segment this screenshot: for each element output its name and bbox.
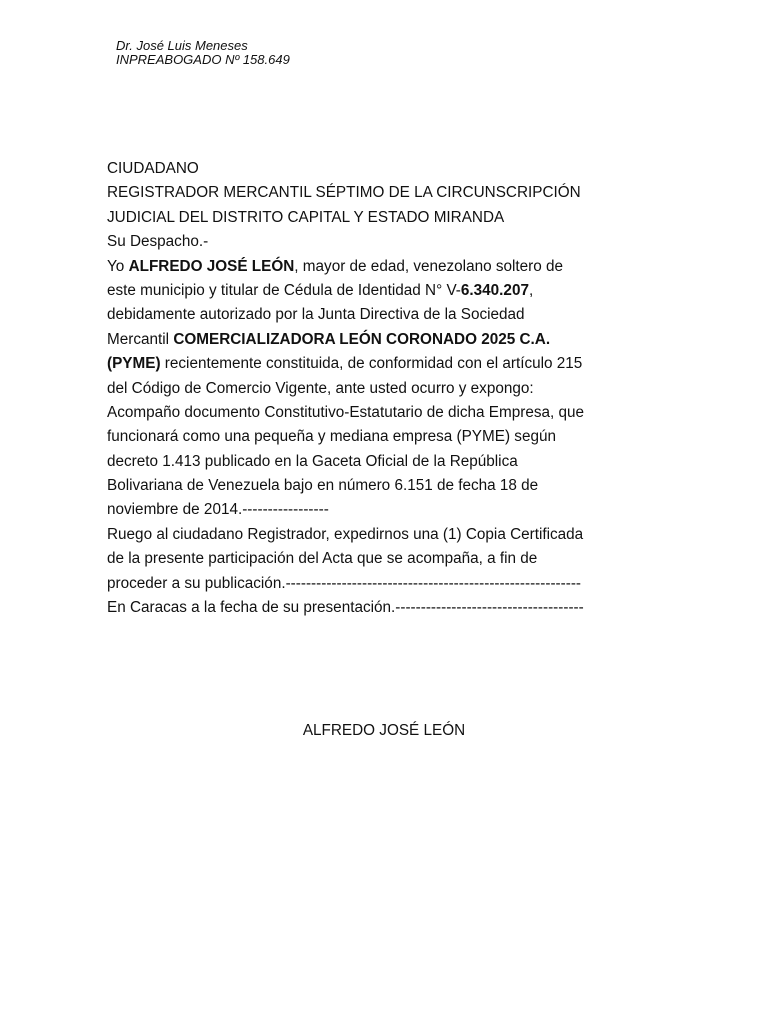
body-line-11: noviembre de 2014.----------------- xyxy=(107,501,329,519)
body-line-12: Ruego al ciudadano Registrador, expedirnos una (1) Copia Certificada xyxy=(107,525,584,543)
addressee-jurisdiction: JUDICIAL DEL DISTRITO CAPITAL Y ESTADO MIRANDA xyxy=(107,208,505,226)
addressee-office: REGISTRADOR MERCANTIL SÉPTIMO DE LA CIRCUNSCRIPCIÓN xyxy=(107,184,581,202)
addressee-title: CIUDADANO xyxy=(107,160,199,177)
company-name: COMERCIALIZADORA LEÓN CORONADO 2025 C.A. xyxy=(173,330,551,348)
company-type: (PYME) xyxy=(107,355,161,373)
lawyer-registration: INPREABOGADO Nº 158.649 xyxy=(116,52,290,67)
body-line-5: (PYME) recientemente constituida, de conformidad con el artículo 215 xyxy=(107,355,583,373)
letterhead xyxy=(116,39,290,67)
signature-name: ALFREDO JOSÉ LEÓN xyxy=(302,722,466,739)
body-line-6: del Código de Comercio Vigente, ante usted ocurro y expongo: xyxy=(107,379,534,397)
applicant-id: 6.340.207 xyxy=(460,281,529,299)
body-line-15: En Caracas a la fecha de su presentación.------------------------------------- xyxy=(107,599,584,617)
body-line-4: Mercantil COMERCIALIZADORA LEÓN CORONADO 2025 C.A. xyxy=(107,330,551,348)
body-line-7: Acompaño documento Constitutivo-Estatutario de dicha Empresa, que xyxy=(107,403,585,421)
body-line-2: este municipio y titular de Cédula de Identidad N° V-6.340.207, xyxy=(107,281,534,299)
lawyer-name: Dr. José Luis Meneses xyxy=(116,38,248,53)
body-line-14: proceder a su publicación.---------------------------------------------------------- xyxy=(107,574,582,592)
body-line-1: Yo ALFREDO JOSÉ LEÓN, mayor de edad, venezolano soltero de xyxy=(107,257,564,275)
body-line-10: Bolivariana de Venezuela bajo en número 6.151 de fecha 18 de xyxy=(107,477,539,495)
document-body xyxy=(107,157,661,620)
addressee-closing: Su Despacho.- xyxy=(107,233,209,251)
body-line-3: debidamente autorizado por la Junta Directiva de la Sociedad xyxy=(107,306,525,324)
applicant-name: ALFREDO JOSÉ LEÓN xyxy=(128,257,295,275)
body-line-9: decreto 1.413 publicado en la Gaceta Oficial de la República xyxy=(107,452,518,470)
body-line-8: funcionará como una pequeña y mediana empresa (PYME) según xyxy=(107,428,556,446)
body-line-13: de la presente participación del Acta que se acompaña, a fin de xyxy=(107,550,538,568)
